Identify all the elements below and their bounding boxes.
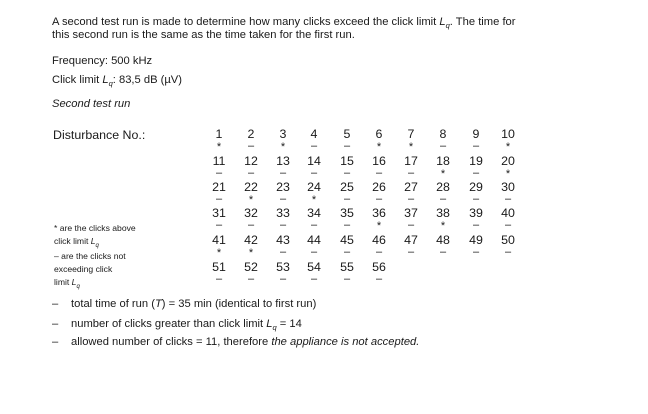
disturbance-number: 14 bbox=[307, 154, 321, 168]
click-below-mark: – bbox=[310, 273, 318, 285]
click-above-mark: * bbox=[248, 247, 254, 259]
disturbance-number: 39 bbox=[469, 206, 483, 220]
disturbance-number: 7 bbox=[407, 127, 415, 141]
disturbance-number: 45 bbox=[340, 233, 354, 247]
disturbance-number: 15 bbox=[340, 154, 354, 168]
click-below-mark: – bbox=[279, 273, 287, 285]
disturbance-number: 31 bbox=[212, 206, 226, 220]
click-below-mark: – bbox=[407, 193, 415, 205]
legend-line-1: * are the clicks above bbox=[54, 223, 136, 233]
click-below-mark: – bbox=[504, 246, 512, 258]
disturbance-number: 26 bbox=[372, 180, 386, 194]
click-limit-text: Click limit $L_q$: 83,5 dB (µV) bbox=[52, 74, 182, 88]
legend-line-2: click limit $L_q$ bbox=[54, 236, 99, 249]
click-above-mark: * bbox=[216, 247, 222, 259]
disturbance-number: 3 bbox=[279, 127, 287, 141]
disturbance-number: 30 bbox=[501, 180, 515, 194]
click-below-mark: – bbox=[439, 193, 447, 205]
click-below-mark: – bbox=[279, 246, 287, 258]
disturbance-number: 51 bbox=[212, 260, 226, 274]
disturbance-number: 37 bbox=[404, 206, 418, 220]
disturbance-number: 19 bbox=[469, 154, 483, 168]
disturbance-number: 34 bbox=[307, 206, 321, 220]
legend-line-5: limit $L_q$ bbox=[54, 277, 80, 290]
click-below-mark: – bbox=[343, 140, 351, 152]
disturbance-number: 35 bbox=[340, 206, 354, 220]
legend-line-3: – are the clicks not bbox=[54, 251, 126, 261]
intro-line-2: this second run is the same as the time taken for the first run. bbox=[52, 29, 355, 41]
click-below-mark: – bbox=[472, 167, 480, 179]
disturbance-number: 54 bbox=[307, 260, 321, 274]
disturbance-number: 17 bbox=[404, 154, 418, 168]
disturbance-number: 2 bbox=[247, 127, 255, 141]
legend-line-4: exceeding click bbox=[54, 264, 113, 274]
disturbance-number: 6 bbox=[375, 127, 383, 141]
click-below-mark: – bbox=[247, 273, 255, 285]
click-below-mark: – bbox=[439, 246, 447, 258]
click-below-mark: – bbox=[407, 219, 415, 231]
click-below-mark: – bbox=[279, 167, 287, 179]
click-below-mark: – bbox=[343, 246, 351, 258]
disturbance-number: 43 bbox=[276, 233, 290, 247]
click-above-mark: * bbox=[440, 168, 446, 180]
click-above-mark: * bbox=[376, 220, 382, 232]
disturbance-number: 48 bbox=[436, 233, 450, 247]
click-above-mark: * bbox=[280, 141, 286, 153]
click-below-mark: – bbox=[343, 219, 351, 231]
click-below-mark: – bbox=[407, 246, 415, 258]
click-below-mark: – bbox=[375, 246, 383, 258]
disturbance-number: 36 bbox=[372, 206, 386, 220]
click-below-mark: – bbox=[375, 193, 383, 205]
disturbance-number: 50 bbox=[501, 233, 515, 247]
disturbance-number: 40 bbox=[501, 206, 515, 220]
legend bbox=[54, 222, 136, 291]
disturbance-number: 1 bbox=[215, 127, 223, 141]
click-below-mark: – bbox=[504, 219, 512, 231]
disturbance-number: 56 bbox=[372, 260, 386, 274]
disturbance-number: 20 bbox=[501, 154, 515, 168]
click-below-mark: – bbox=[472, 219, 480, 231]
disturbance-number: 24 bbox=[307, 180, 321, 194]
click-below-mark: – bbox=[247, 167, 255, 179]
disturbance-number: 42 bbox=[244, 233, 258, 247]
disturbance-number: 55 bbox=[340, 260, 354, 274]
disturbance-number: 12 bbox=[244, 154, 258, 168]
disturbance-number: 29 bbox=[469, 180, 483, 194]
disturbance-number: 46 bbox=[372, 233, 386, 247]
disturbance-number: 44 bbox=[307, 233, 321, 247]
frequency-text: Frequency: 500 kHz bbox=[52, 55, 153, 67]
disturbance-number: 47 bbox=[404, 233, 418, 247]
disturbance-number: 23 bbox=[276, 180, 290, 194]
click-above-mark: * bbox=[248, 194, 254, 206]
click-below-mark: – bbox=[215, 167, 223, 179]
disturbance-label: Disturbance No.: bbox=[53, 128, 146, 142]
disturbance-number: 28 bbox=[436, 180, 450, 194]
disturbance-number: 11 bbox=[212, 154, 226, 168]
click-below-mark: – bbox=[407, 167, 415, 179]
click-below-mark: – bbox=[247, 140, 255, 152]
disturbance-number: 4 bbox=[310, 127, 318, 141]
click-above-mark: * bbox=[505, 168, 511, 180]
disturbance-number: 38 bbox=[436, 206, 450, 220]
click-below-mark: – bbox=[343, 193, 351, 205]
click-below-mark: – bbox=[310, 167, 318, 179]
disturbance-number: 27 bbox=[404, 180, 418, 194]
click-below-mark: – bbox=[375, 273, 383, 285]
disturbance-number: 22 bbox=[244, 180, 258, 194]
disturbance-number: 18 bbox=[436, 154, 450, 168]
bullet-dash: – bbox=[52, 336, 59, 348]
disturbance-number: 32 bbox=[244, 206, 258, 220]
click-below-mark: – bbox=[215, 219, 223, 231]
click-above-mark: * bbox=[376, 141, 382, 153]
disturbance-number: 13 bbox=[276, 154, 290, 168]
disturbance-number: 8 bbox=[439, 127, 447, 141]
click-below-mark: – bbox=[279, 219, 287, 231]
disturbance-number: 21 bbox=[212, 180, 226, 194]
disturbance-number: 25 bbox=[340, 180, 354, 194]
click-below-mark: – bbox=[343, 273, 351, 285]
click-below-mark: – bbox=[439, 140, 447, 152]
click-below-mark: – bbox=[472, 140, 480, 152]
click-below-mark: – bbox=[279, 193, 287, 205]
run-title: Second test run bbox=[52, 98, 131, 110]
disturbance-number: 49 bbox=[469, 233, 483, 247]
disturbance-number: 10 bbox=[501, 127, 515, 141]
click-below-mark: – bbox=[472, 246, 480, 258]
click-below-mark: – bbox=[310, 246, 318, 258]
bullet-dash: – bbox=[52, 318, 59, 330]
click-above-mark: * bbox=[505, 141, 511, 153]
click-below-mark: – bbox=[504, 193, 512, 205]
click-above-mark: * bbox=[408, 141, 414, 153]
click-above-mark: * bbox=[311, 194, 317, 206]
click-below-mark: – bbox=[215, 273, 223, 285]
click-above-mark: * bbox=[440, 220, 446, 232]
click-above-mark: * bbox=[216, 141, 222, 153]
disturbance-number: 16 bbox=[372, 154, 386, 168]
click-below-mark: – bbox=[472, 193, 480, 205]
disturbance-number: 41 bbox=[212, 233, 226, 247]
click-below-mark: – bbox=[310, 140, 318, 152]
click-below-mark: – bbox=[375, 167, 383, 179]
click-below-mark: – bbox=[343, 167, 351, 179]
disturbance-number: 9 bbox=[472, 127, 480, 141]
disturbance-number: 53 bbox=[276, 260, 290, 274]
disturbance-number: 5 bbox=[343, 127, 351, 141]
disturbance-number: 33 bbox=[276, 206, 290, 220]
click-below-mark: – bbox=[215, 193, 223, 205]
click-below-mark: – bbox=[310, 219, 318, 231]
disturbance-number: 52 bbox=[244, 260, 258, 274]
intro-line-1: A second test run is made to determine how many clicks exceed the click limit $L_q$. The time for bbox=[52, 16, 516, 30]
click-below-mark: – bbox=[247, 219, 255, 231]
bullet-dash: – bbox=[52, 298, 59, 310]
